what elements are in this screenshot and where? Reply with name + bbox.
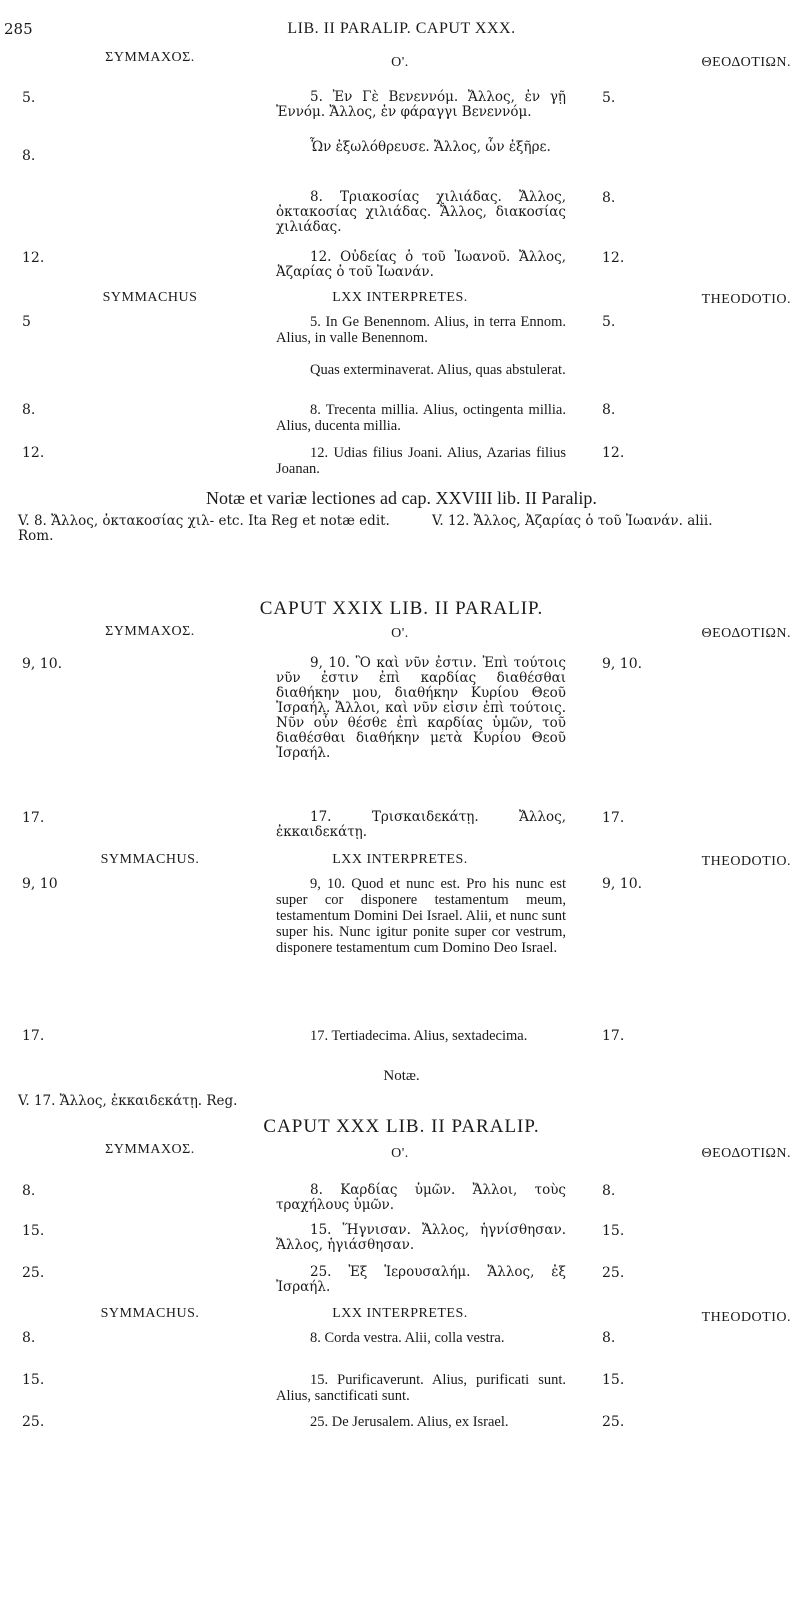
symmachus-verse: 15. (22, 1223, 45, 1239)
symmachus-verse: 25. (22, 1414, 45, 1430)
symmachus-verse: 15. (22, 1372, 45, 1388)
notes-title: Notæ. (383, 1068, 420, 1084)
latin-header-symmachus: SYMMACHUS (102, 290, 198, 305)
latin-header-theodotio: THEODOTIO. (701, 854, 791, 869)
latin-header-lxx: LXX INTERPRETES. (332, 290, 468, 305)
latin-header-symmachus: SYMMACHUS. (100, 1306, 200, 1321)
lxx-text: 8. Trecenta millia. Alius, octingenta millia. Alius, ducenta millia. (276, 402, 566, 434)
lxx-text: 17. Τρισκαιδεκάτῃ. Ἄλλος, ἐκκαιδεκάτῃ. (276, 809, 566, 840)
symmachus-verse: 9, 10. (22, 656, 63, 672)
symmachus-verse: 25. (22, 1265, 45, 1281)
symmachus-verse: 8. (22, 1183, 36, 1199)
lxx-text: 25. De Jerusalem. Alius, ex Israel. (310, 1414, 509, 1430)
theodotion-verse: 8. (602, 1183, 616, 1199)
symmachus-verse: 8. (22, 402, 36, 418)
theodotion-verse: 15. (602, 1372, 625, 1388)
theodotion-verse: 9, 10. (602, 656, 643, 672)
symmachus-verse: 9, 10 (22, 876, 58, 892)
theodotion-verse: 12. (602, 250, 625, 266)
greek-header-theodotion: ΘΕΟΔΟΤΙΩΝ. (701, 626, 791, 641)
note-left: V. 8. Ἄλλος, ὀκτακοσίας χιλ- etc. Ita Reg et notæ edit. Rom. (18, 513, 390, 544)
symmachus-verse: 17. (22, 1028, 45, 1044)
latin-header-theodotio: THEODOTIO. (701, 292, 791, 307)
theodotion-verse: 8. (602, 1330, 616, 1346)
symmachus-verse: 12. (22, 250, 45, 266)
lxx-text: 12. Οὐδείας ὁ τοῦ Ἰωανοῦ. Ἄλλος, Ἀζαρίας ὁ τοῦ Ἰωανάν. (276, 249, 566, 280)
symmachus-verse: 5. (22, 90, 36, 106)
theodotion-verse: 5. (602, 90, 616, 106)
page-number: 285 (4, 20, 33, 38)
note: V. 17. Ἄλλος, ἐκκαιδεκάτῃ. Reg. (18, 1093, 238, 1109)
lxx-text: 5. Ἐν Γὲ Βενεννόμ. Ἄλλος, ἐν γῇ Ἐννόμ. Ἄλλος, ἐν φάραγγι Βενεννόμ. (276, 89, 566, 120)
theodotion-verse: 12. (602, 445, 625, 461)
lxx-text: 9, 10. Quod et nunc est. Pro his nunc est super cor disponere testamentum meum, testamentum Domini Dei Israel. Alii, et nunc sunt super his. Nunc igitur ponite super cor vestrum, disponere testamentum cum Domino Deo Israel. (276, 876, 566, 956)
theodotion-verse: 25. (602, 1414, 625, 1430)
latin-header-symmachus: SYMMACHUS. (100, 852, 200, 867)
lxx-text: 12. Udias filius Joani. Alius, Azarias filius Joanan. (276, 445, 566, 477)
latin-header-lxx: LXX INTERPRETES. (332, 852, 468, 867)
symmachus-verse: 8. (22, 1330, 36, 1346)
greek-header-symmachus: ΣΥΜΜΑΧΟΣ. (105, 624, 195, 639)
theodotion-verse: 15. (602, 1223, 625, 1239)
greek-header-symmachus: ΣΥΜΜΑΧΟΣ. (105, 50, 195, 65)
theodotion-verse: 9, 10. (602, 876, 643, 892)
notes-title: Notæ et variæ lectiones ad cap. XXVIII lib. II Paralip. (206, 488, 597, 508)
greek-header-lxx: Ο'. (391, 626, 409, 641)
lxx-text: 8. Καρδίας ὑμῶν. Ἄλλοι, τοὺς τραχήλους ὑμῶν. (276, 1182, 566, 1213)
running-head: LIB. II PARALIP. CAPUT XXX. (287, 20, 516, 37)
symmachus-verse: 12. (22, 445, 45, 461)
latin-header-theodotio: THEODOTIO. (701, 1310, 791, 1325)
symmachus-verse: 8. (22, 148, 36, 164)
lxx-text: 9, 10. Ὃ καὶ νῦν ἐστιν. Ἐπὶ τούτοις νῦν ἐστιν ἐπὶ καρδίας διαθέσθαι διαθήκην μου, διαθήκην Κυρίου Θεοῦ Ἰσραήλ. Ἄλλοι, καὶ νῦν εἰσιν ἐπὶ τούτοις. Νῦν οὖν θέσθε ἐπὶ καρδίας ὑμῶν, τοῦ διαθέσθαι διαθήκην μετὰ Κυρίου Θεοῦ Ἰσραήλ. (276, 655, 566, 761)
greek-header-lxx: Ο'. (391, 55, 409, 70)
lxx-text: 17. Tertiadecima. Alius, sextadecima. (310, 1028, 528, 1044)
greek-header-theodotion: ΘΕΟΔΟΤΙΩΝ. (701, 1146, 791, 1161)
lxx-text: 8. Τριακοσίας χιλιάδας. Ἄλλος, ὀκτακοσίας χιλιάδας. Ἄλλος, διακοσίας χιλιάδας. (276, 189, 566, 235)
theodotion-verse: 5. (602, 314, 616, 330)
theodotion-verse: 25. (602, 1265, 625, 1281)
greek-header-theodotion: ΘΕΟΔΟΤΙΩΝ. (701, 55, 791, 70)
note-right: V. 12. Ἄλλος, Ἀζαρίας ὁ τοῦ Ἰωανάν. alii. (432, 513, 713, 529)
lxx-text: 25. Ἐξ Ἱερουσαλήμ. Ἄλλος, ἐξ Ἰσραήλ. (276, 1264, 566, 1295)
latin-header-lxx: LXX INTERPRETES. (332, 1306, 468, 1321)
lxx-text: 15. Purificaverunt. Alius, purificati sunt. Alius, sanctificati sunt. (276, 1372, 566, 1404)
section-title-caput-xxx: CAPUT XXX LIB. II PARALIP. (263, 1116, 540, 1137)
symmachus-verse: 17. (22, 810, 45, 826)
section-title-caput-xxix: CAPUT XXIX LIB. II PARALIP. (259, 598, 544, 619)
greek-header-lxx: Ο'. (391, 1146, 409, 1161)
symmachus-verse: 5 (22, 314, 31, 330)
lxx-text: Quas exterminaverat. Alius, quas abstulerat. (310, 362, 566, 378)
theodotion-verse: 8. (602, 190, 616, 206)
theodotion-verse: 8. (602, 402, 616, 418)
lxx-text: 8. Corda vestra. Alii, colla vestra. (310, 1330, 505, 1346)
theodotion-verse: 17. (602, 1028, 625, 1044)
lxx-text: 15. Ἥγνισαν. Ἄλλος, ἡγνίσθησαν. Ἄλλος, ἡγιάσθησαν. (276, 1222, 566, 1253)
lxx-text: 5. In Ge Benennom. Alius, in terra Ennom. Alius, in valle Benennom. (276, 314, 566, 346)
theodotion-verse: 17. (602, 810, 625, 826)
lxx-text: Ὧν ἐξωλόθρευσε. Ἄλλος, ὧν ἐξῆρε. (310, 139, 551, 155)
greek-header-symmachus: ΣΥΜΜΑΧΟΣ. (105, 1142, 195, 1157)
